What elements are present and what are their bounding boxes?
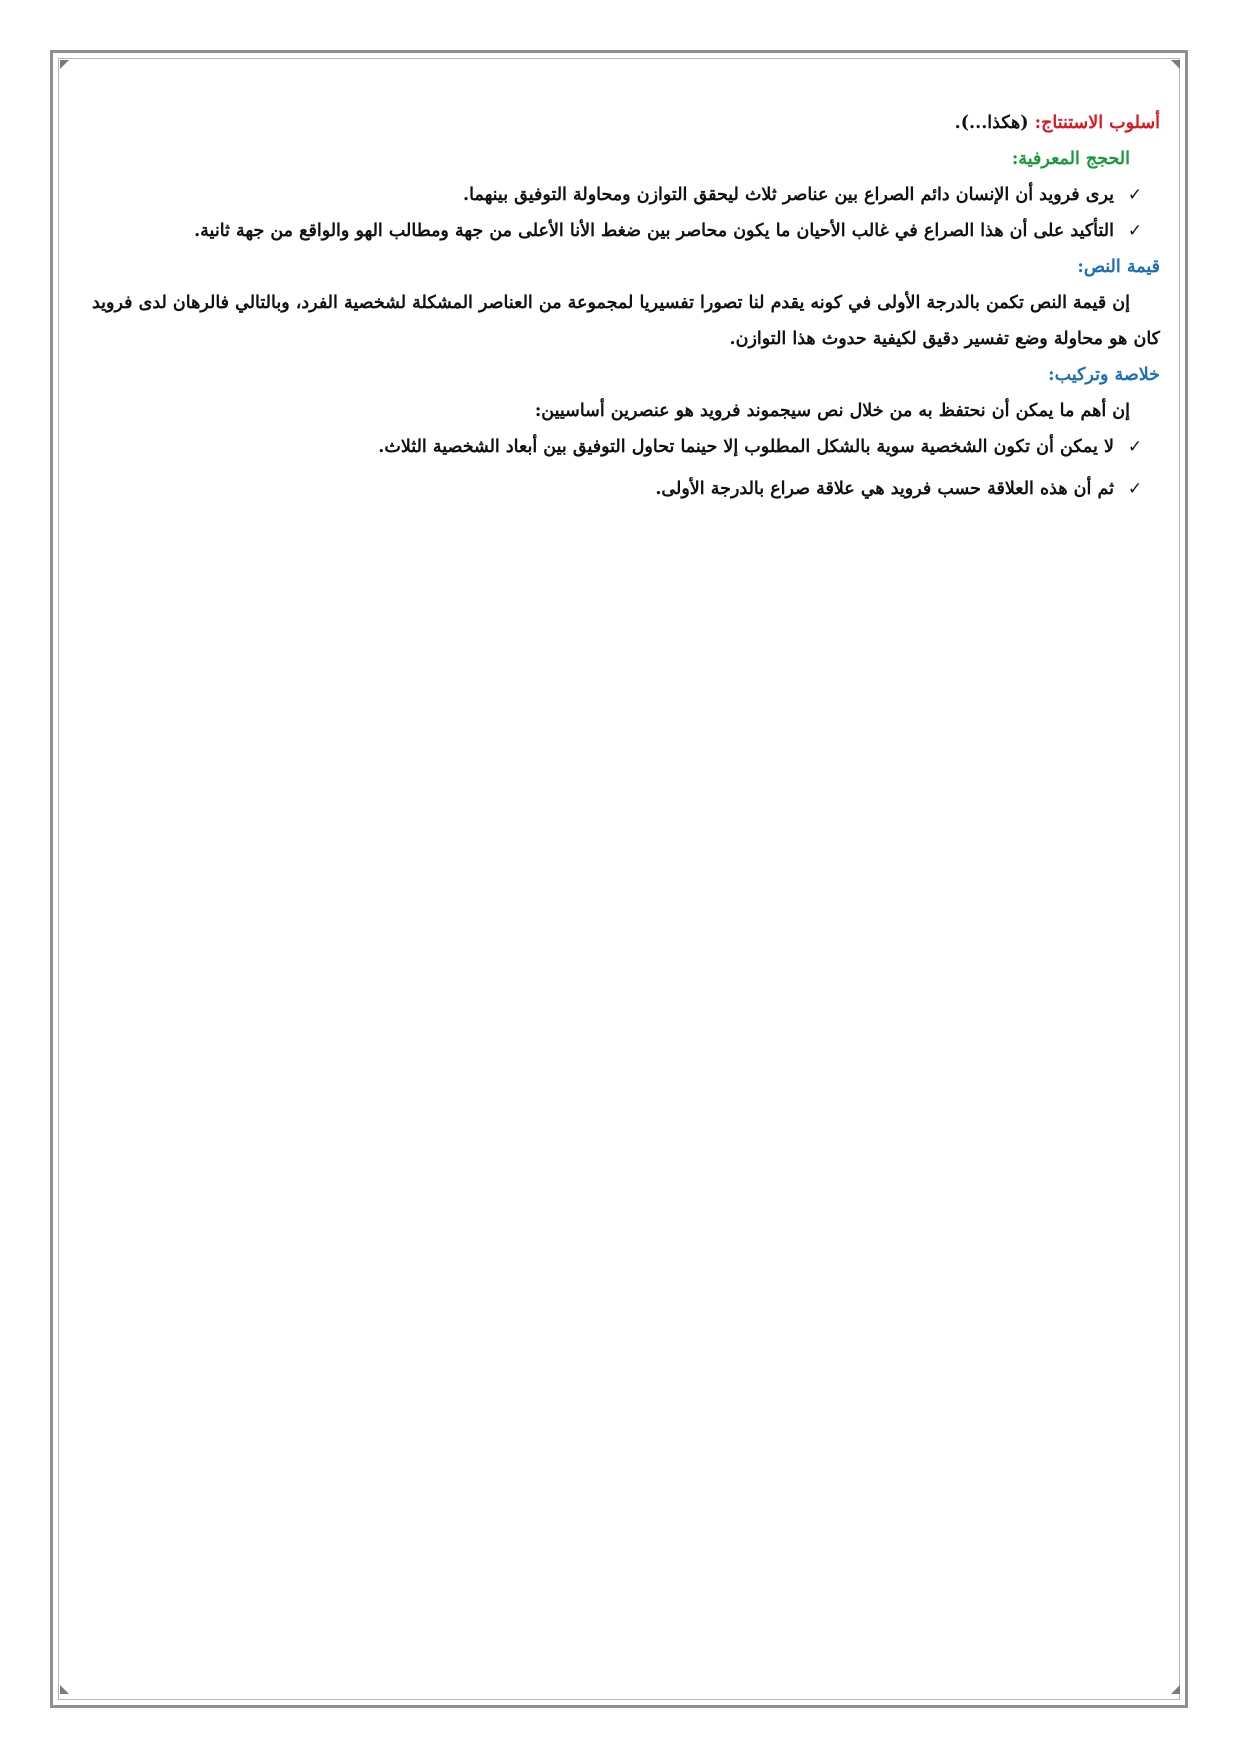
summary-heading: خلاصة وتركيب: — [1048, 365, 1160, 385]
argument-item-text: يرى فرويد أن الإنسان دائم الصراع بين عناصر ثلاث ليحقق التوازن ومحاولة التوفيق بينهما. — [463, 185, 1114, 205]
summary-heading-line — [92, 357, 1160, 393]
method-value: (هكذا...). — [954, 113, 1029, 133]
corner-ornament-bottom-left — [60, 1685, 69, 1694]
check-icon: ✓ — [1127, 221, 1143, 241]
arguments-heading-line — [92, 141, 1160, 177]
check-icon: ✓ — [1127, 437, 1143, 457]
argument-item — [92, 213, 1160, 249]
argument-item-text: التأكيد على أن هذا الصراع في غالب الأحيان ما يكون محاصر بين ضغط الأنا الأعلى من جهة ومطالب الهو والواقع من جهة ثانية. — [194, 221, 1114, 241]
value-heading-line — [92, 249, 1160, 285]
value-heading: قيمة النص: — [1077, 257, 1160, 277]
method-line — [92, 105, 1160, 141]
corner-ornament-bottom-right — [1171, 1685, 1180, 1694]
check-icon: ✓ — [1127, 479, 1143, 499]
summary-item-text: لا يمكن أن تكون الشخصية سوية بالشكل المطلوب إلا حينما تحاول التوفيق بين أبعاد الشخصية الثلاث. — [378, 437, 1114, 457]
check-icon: ✓ — [1127, 185, 1143, 205]
document-body — [92, 105, 1160, 507]
corner-ornament-top-right — [1171, 60, 1180, 69]
summary-item — [92, 471, 1160, 507]
corner-ornament-top-left — [60, 60, 69, 69]
summary-intro: إن أهم ما يمكن أن نحتفظ به من خلال نص سيجموند فرويد هو عنصرين أساسيين: — [534, 401, 1130, 421]
summary-item — [92, 429, 1160, 465]
arguments-heading: الحجج المعرفية: — [1011, 149, 1130, 169]
summary-item-text: ثم أن هذه العلاقة حسب فرويد هي علاقة صراع بالدرجة الأولى. — [655, 479, 1114, 499]
method-heading: أسلوب الاستنتاج: — [1034, 113, 1160, 133]
value-paragraph: إن قيمة النص تكمن بالدرجة الأولى في كونه يقدم لنا تصورا تفسيريا لمجموعة من العناصر المشكلة لشخصية الفرد، وبالتالي فالرهان لدى فرويد كان هو محاولة وضع تفسير دقيق لكيفية حدوث هذا التوازن. — [92, 293, 1160, 349]
argument-item — [92, 177, 1160, 213]
